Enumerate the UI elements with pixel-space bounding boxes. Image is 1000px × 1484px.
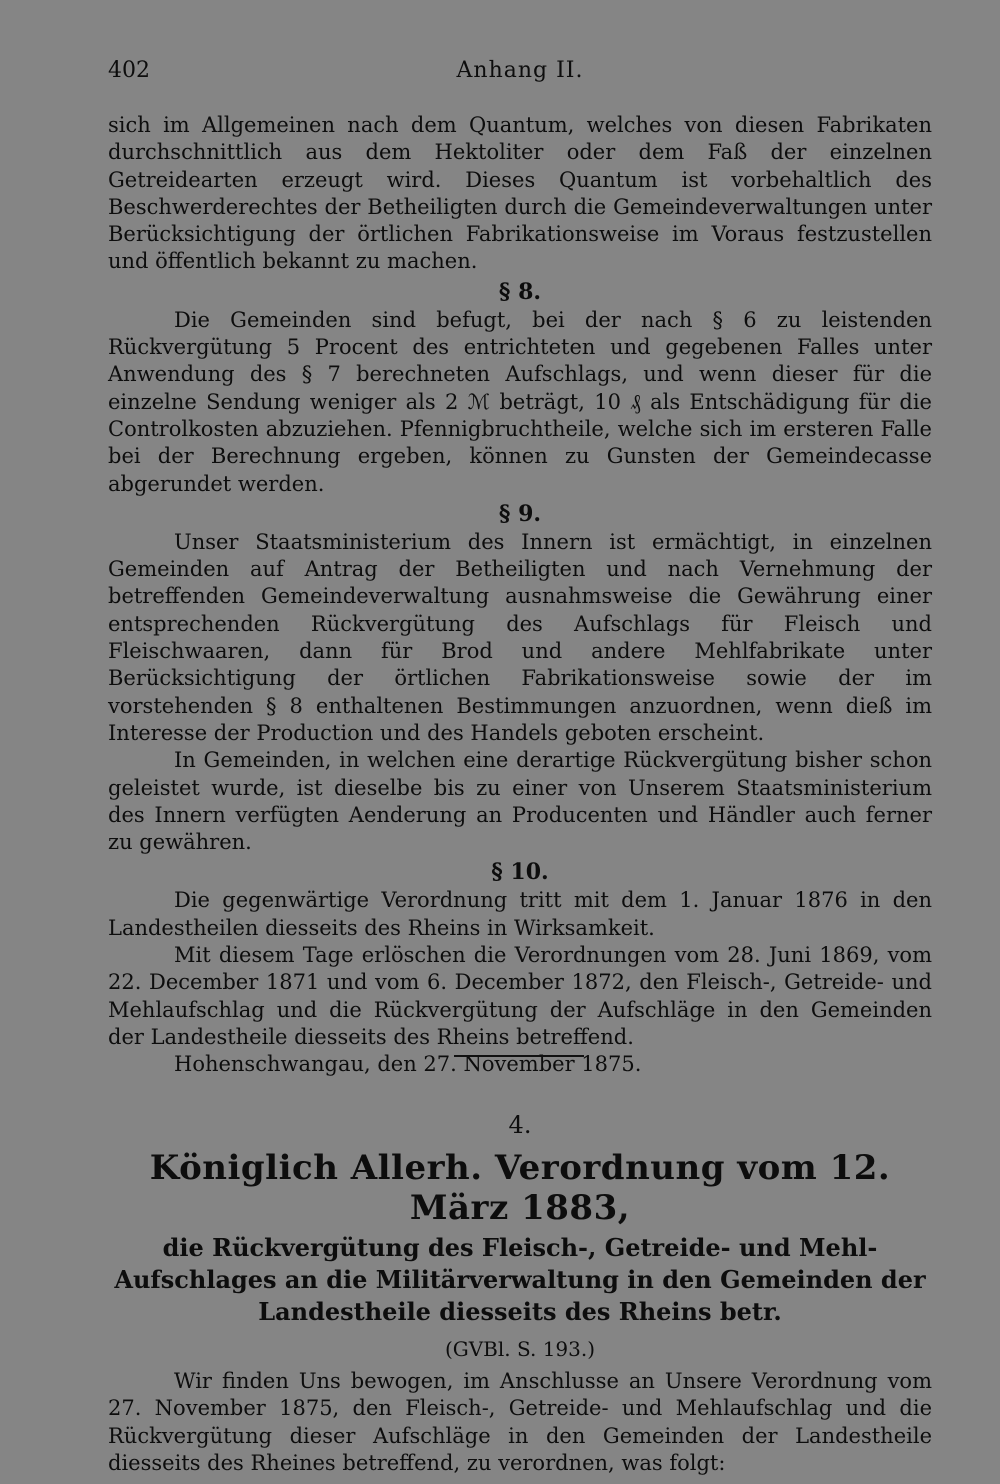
decree-subtitle: die Rückvergütung des Fleisch-, Getreide- und Mehl-Aufschlages an die Militärverwaltung in den Gemeinden der Landestheile diesseits des Rheins betr.: [114, 1233, 926, 1326]
section-heading-10: § 10.: [491, 859, 549, 886]
paragraph-continued: sich im Allgemeinen nach dem Quantum, welches von diesen Fabrikaten durchschnittlich aus dem Hektoliter oder dem Faß der einzelnen Getreidearten erzeugt wird. Dieses Quantum ist vorbehaltlich des Beschwerderechtes der Betheiligten durch die Gemeindeverwaltungen unter Berücksichtigung der örtlichen Fabrikationsweise im Voraus festzustellen und öffentlich bekannt zu machen.: [108, 113, 932, 274]
decree-number: 4.: [508, 1111, 532, 1139]
running-head: Anhang II.: [456, 58, 584, 83]
paragraph-section-8: Die Gemeinden sind befugt, bei der nach § 6 zu leistenden Rückvergütung 5 Procent des entrichteten und gegebenen Falles unter Anwendung des § 7 berechneten Aufschlags, und wenn dieser für die einzelne Sendung weniger als 2 ℳ beträgt, 10 ₰ als Entschädigung für die Controlkosten abzuziehen. Pfennigbruchtheile, welche sich im ersteren Falle bei der Berechnung ergeben, können zu Gunsten der Gemeindecasse abgerundet werden.: [108, 307, 932, 496]
decree-block: [108, 1108, 932, 1477]
decree-opening-paragraph: Wir finden Uns bewogen, im Anschlusse an Unsere Verordnung vom 27. November 1875, den Fleisch-, Getreide- und Mehlaufschlag und die Rückvergütung dieser Aufschläge in den Gemeinden der Landestheile diesseits des Rheines betreffend, zu verordnen, was folgt:: [108, 1369, 932, 1475]
decree-title: Königlich Allerh. Verordnung vom 12. März 1883,: [149, 1148, 891, 1228]
section-heading-8: § 8.: [498, 278, 542, 305]
page-header: [108, 58, 932, 90]
section-heading-9: § 9.: [498, 500, 542, 527]
paragraph-section-9-a: Unser Staatsministerium des Innern ist ermächtigt, in einzelnen Gemeinden auf Antrag der Betheiligten und nach Vernehmung der betreffenden Gemeindeverwaltung ausnahmsweise die Gewährung einer entsprechenden Rückvergütung des Aufschlags für Fleisch und Fleischwaaren, dann für Brod und andere Mehlfabrikate unter Berücksichtigung der örtlichen Fabrikationsweise sowie der im vorstehenden § 8 enthaltenen Bestimmungen anzuordnen, wenn dieß im Interesse der Production und des Handels geboten erscheint.: [108, 529, 932, 745]
separator-rule: [454, 1055, 584, 1057]
paragraph-section-9-b: In Gemeinden, in welchen eine derartige Rückvergütung bisher schon geleistet wurde, ist dieselbe bis zu einer von Unserem Staatsministerium des Innern verfügten Aenderung an Producenten und Händler auch ferner zu gewähren.: [108, 748, 932, 855]
paragraph-section-10-b: Mit diesem Tage erlöschen die Verordnungen vom 28. Juni 1869, vom 22. December 1871 und vom 6. December 1872, den Fleisch-, Getreide- und Mehlaufschlag und die Rückvergütung der Aufschläge in den Gemeinden der Landestheile diesseits des Rheins betreffend.: [108, 943, 932, 1049]
body-text: [108, 112, 932, 1079]
paragraph-section-10-a: Die gegenwärtige Verordnung tritt mit dem 1. Januar 1876 in den Landestheilen diesseits des Rheins in Wirksamkeit.: [108, 888, 932, 940]
place-date-line: Hohenschwangau, den 27. November 1875.: [174, 1052, 642, 1077]
page-number: 402: [108, 58, 150, 83]
source-reference: (GVBl. S. 193.): [444, 1337, 596, 1361]
